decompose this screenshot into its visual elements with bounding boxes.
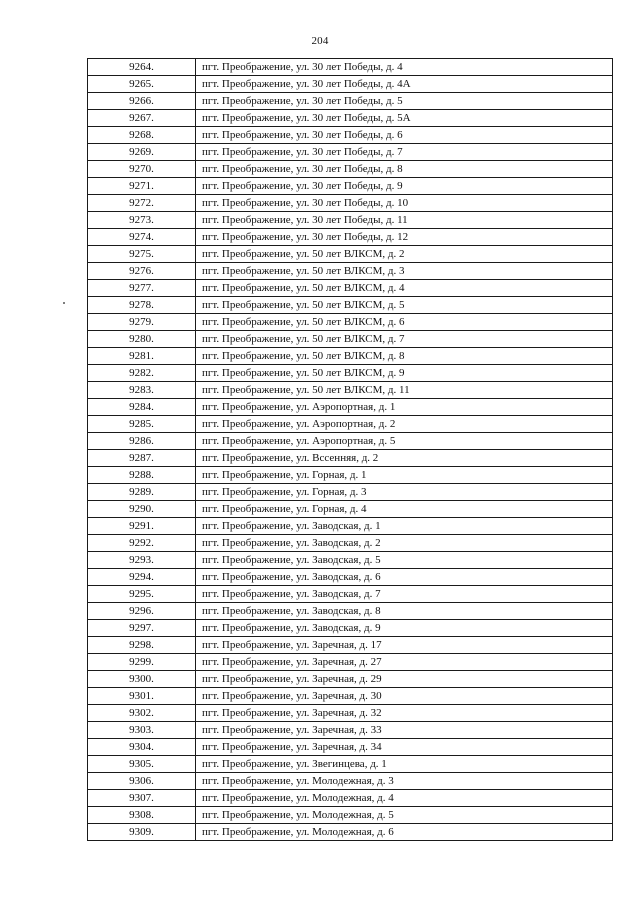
row-number: 9289. (88, 484, 196, 501)
row-number: 9302. (88, 705, 196, 722)
row-number: 9283. (88, 382, 196, 399)
page-number: 204 (311, 35, 329, 47)
row-number: 9267. (88, 110, 196, 127)
row-number: 9306. (88, 773, 196, 790)
row-address: пгт. Преображение, ул. 50 лет ВЛКСМ, д. 2 (196, 246, 613, 263)
table-row (88, 671, 613, 688)
row-number: 9286. (88, 433, 196, 450)
row-number: 9279. (88, 314, 196, 331)
row-number: 9274. (88, 229, 196, 246)
row-number: 9295. (88, 586, 196, 603)
row-number: 9309. (88, 824, 196, 841)
row-number: 9305. (88, 756, 196, 773)
table-row (88, 314, 613, 331)
row-address: пгт. Преображение, ул. Заводская, д. 1 (196, 518, 613, 535)
row-address: пгт. Преображение, ул. Молодежная, д. 6 (196, 824, 613, 841)
row-address: пгт. Преображение, ул. Заводская, д. 5 (196, 552, 613, 569)
table-row (88, 569, 613, 586)
row-address: пгт. Преображение, ул. Аэропортная, д. 5 (196, 433, 613, 450)
row-address: пгт. Преображение, ул. Молодежная, д. 3 (196, 773, 613, 790)
row-address: пгт. Преображение, ул. 50 лет ВЛКСМ, д. 7 (196, 331, 613, 348)
table-row (88, 586, 613, 603)
table-row (88, 297, 613, 314)
table-row (88, 620, 613, 637)
row-address: пгт. Преображение, ул. Молодежная, д. 5 (196, 807, 613, 824)
table-row (88, 161, 613, 178)
row-number: 9275. (88, 246, 196, 263)
table-row (88, 807, 613, 824)
table-row (88, 501, 613, 518)
table-row (88, 331, 613, 348)
row-number: 9292. (88, 535, 196, 552)
row-number: 9297. (88, 620, 196, 637)
row-number: 9271. (88, 178, 196, 195)
table-row (88, 552, 613, 569)
row-address: пгт. Преображение, ул. Заречная, д. 29 (196, 671, 613, 688)
table-row (88, 195, 613, 212)
row-address: пгт. Преображение, ул. 50 лет ВЛКСМ, д. 11 (196, 382, 613, 399)
row-number: 9269. (88, 144, 196, 161)
row-number: 9298. (88, 637, 196, 654)
row-address: пгт. Преображение, ул. Заводская, д. 9 (196, 620, 613, 637)
table-row (88, 688, 613, 705)
row-address: пгт. Преображение, ул. Горная, д. 4 (196, 501, 613, 518)
table-row (88, 365, 613, 382)
row-address: пгт. Преображение, ул. Заречная, д. 34 (196, 739, 613, 756)
row-address: пгт. Преображение, ул. Заречная, д. 32 (196, 705, 613, 722)
row-number: 9284. (88, 399, 196, 416)
row-address: пгт. Преображение, ул. Горная, д. 3 (196, 484, 613, 501)
table-row (88, 467, 613, 484)
table-row (88, 722, 613, 739)
table-row (88, 178, 613, 195)
row-address: пгт. Преображение, ул. 50 лет ВЛКСМ, д. 6 (196, 314, 613, 331)
table-row (88, 127, 613, 144)
table-row (88, 518, 613, 535)
table-row (88, 637, 613, 654)
row-address: пгт. Преображение, ул. Молодежная, д. 4 (196, 790, 613, 807)
row-number: 9280. (88, 331, 196, 348)
address-table (87, 58, 613, 841)
row-number: 9278. (88, 297, 196, 314)
row-address: пгт. Преображение, ул. Звегинцева, д. 1 (196, 756, 613, 773)
row-address: пгт. Преображение, ул. Заводская, д. 7 (196, 586, 613, 603)
row-number: 9265. (88, 76, 196, 93)
row-number: 9291. (88, 518, 196, 535)
row-address: пгт. Преображение, ул. 30 лет Победы, д. 12 (196, 229, 613, 246)
row-number: 9272. (88, 195, 196, 212)
row-number: 9281. (88, 348, 196, 365)
row-number: 9285. (88, 416, 196, 433)
table-row (88, 110, 613, 127)
table-row (88, 76, 613, 93)
row-address: пгт. Преображение, ул. 30 лет Победы, д. 10 (196, 195, 613, 212)
row-number: 9303. (88, 722, 196, 739)
table-row (88, 144, 613, 161)
table-row (88, 59, 613, 76)
row-address: пгт. Преображение, ул. 30 лет Победы, д. 4 (196, 59, 613, 76)
row-number: 9294. (88, 569, 196, 586)
row-number: 9282. (88, 365, 196, 382)
row-address: пгт. Преображение, ул. 30 лет Победы, д. 11 (196, 212, 613, 229)
row-number: 9287. (88, 450, 196, 467)
row-address: пгт. Преображение, ул. 30 лет Победы, д. 5 (196, 93, 613, 110)
row-address: пгт. Преображение, ул. 30 лет Победы, д. 9 (196, 178, 613, 195)
row-number: 9301. (88, 688, 196, 705)
table-row (88, 756, 613, 773)
row-number: 9290. (88, 501, 196, 518)
table-row (88, 790, 613, 807)
margin-dot (63, 302, 65, 304)
row-address: пгт. Преображение, ул. Заводская, д. 8 (196, 603, 613, 620)
row-address: пгт. Преображение, ул. Заречная, д. 30 (196, 688, 613, 705)
table-row (88, 382, 613, 399)
table-row (88, 93, 613, 110)
row-address: пгт. Преображение, ул. Заречная, д. 27 (196, 654, 613, 671)
row-number: 9304. (88, 739, 196, 756)
row-address: пгт. Преображение, ул. 50 лет ВЛКСМ, д. 4 (196, 280, 613, 297)
row-number: 9266. (88, 93, 196, 110)
row-number: 9276. (88, 263, 196, 280)
row-address: пгт. Преображение, ул. Аэропортная, д. 2 (196, 416, 613, 433)
row-address: пгт. Преображение, ул. Вссенняя, д. 2 (196, 450, 613, 467)
table-row (88, 450, 613, 467)
table-row (88, 229, 613, 246)
table-row (88, 416, 613, 433)
row-number: 9273. (88, 212, 196, 229)
row-number: 9277. (88, 280, 196, 297)
table-row (88, 654, 613, 671)
row-number: 9293. (88, 552, 196, 569)
table-row (88, 280, 613, 297)
row-number: 9308. (88, 807, 196, 824)
table-row (88, 705, 613, 722)
table-row (88, 739, 613, 756)
table-row (88, 824, 613, 841)
row-number: 9300. (88, 671, 196, 688)
address-table-body (88, 59, 613, 841)
row-address: пгт. Преображение, ул. 30 лет Победы, д. 4А (196, 76, 613, 93)
row-address: пгт. Преображение, ул. Заводская, д. 6 (196, 569, 613, 586)
table-row (88, 773, 613, 790)
row-address: пгт. Преображение, ул. Заводская, д. 2 (196, 535, 613, 552)
row-number: 9288. (88, 467, 196, 484)
row-number: 9307. (88, 790, 196, 807)
row-address: пгт. Преображение, ул. Заречная, д. 17 (196, 637, 613, 654)
table-row (88, 399, 613, 416)
table-row (88, 246, 613, 263)
row-address: пгт. Преображение, ул. Аэропортная, д. 1 (196, 399, 613, 416)
row-address: пгт. Преображение, ул. 50 лет ВЛКСМ, д. 5 (196, 297, 613, 314)
row-address: пгт. Преображение, ул. 50 лет ВЛКСМ, д. 8 (196, 348, 613, 365)
table-row (88, 212, 613, 229)
row-address: пгт. Преображение, ул. 50 лет ВЛКСМ, д. 9 (196, 365, 613, 382)
row-number: 9264. (88, 59, 196, 76)
row-number: 9268. (88, 127, 196, 144)
row-address: пгт. Преображение, ул. 30 лет Победы, д. 6 (196, 127, 613, 144)
row-address: пгт. Преображение, ул. 30 лет Победы, д. 5А (196, 110, 613, 127)
row-address: пгт. Преображение, ул. 30 лет Победы, д. 7 (196, 144, 613, 161)
row-number: 9299. (88, 654, 196, 671)
row-number: 9270. (88, 161, 196, 178)
table-row (88, 535, 613, 552)
table-row (88, 484, 613, 501)
row-number: 9296. (88, 603, 196, 620)
table-row (88, 348, 613, 365)
row-address: пгт. Преображение, ул. 30 лет Победы, д. 8 (196, 161, 613, 178)
table-row (88, 433, 613, 450)
table-row (88, 603, 613, 620)
row-address: пгт. Преображение, ул. Горная, д. 1 (196, 467, 613, 484)
row-address: пгт. Преображение, ул. Заречная, д. 33 (196, 722, 613, 739)
row-address: пгт. Преображение, ул. 50 лет ВЛКСМ, д. 3 (196, 263, 613, 280)
table-row (88, 263, 613, 280)
